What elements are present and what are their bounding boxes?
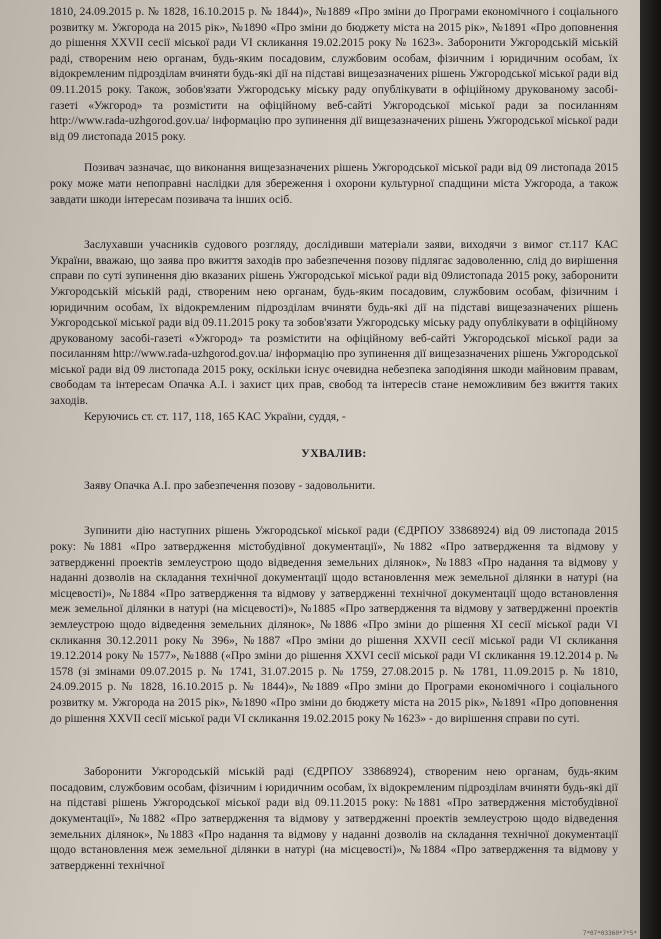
- paragraph-legal-basis: Керуючись ст. ст. 117, 118, 165 КАС України, суддя, -: [84, 409, 346, 423]
- paragraph-plaintiff-statement: Позивач зазначає, що виконання вищезазначених рішень Ужгородської міської ради від 09 листопада 2015 року може мати непоправні наслідки для збереження і охорони культурної спадщини міста Ужгорода, а також завдати шкоди інтересам позивача та інших осіб.: [50, 161, 618, 206]
- ruling-heading: УХВАЛИВ:: [301, 447, 367, 461]
- paragraph-court-reasoning: Заслухавши учасників судового розгляду, дослідивши матеріали заяви, виходячи з вимог ст.117 КАС України, вважаю, що заява про вжиття заходів про забезпечення позову підлягає задоволенню, слід до вирішення справи по суті зупинення дію вказаних рішень Ужгородської міської ради від 09листопада 2015 року, заборонити Ужгородській міській раді, створеним нею органам, будь-яким посадовим, службовим особам, фізичним і юридичним особам, їх відокремленим підрозділам вчиняти будь-які дії на підставі вищезазначених рішень Ужгородської міської ради від 09.11.2015 року та зобов'язати Ужгородську міську раду опублікувати в офіційному друкованому засобі-газеті «Ужгород» та розмістити на офіційному веб-сайті Ужгородської міської ради за посиланням http://www.rada-uzhgorod.gov.ua/ інформацію про зупинення дії вищезазначених рішень Ужгородської міської ради від 09 листопада 2015 року, оскільки існує очевидна небезпека заподіяння шкоди майновим правам, свободам та інтересам Опачка А.І. і захист цих прав, свобод та інтересів стане неможливим без вжиття таких заходів.: [50, 238, 618, 408]
- paragraph-prohibition: Заборонити Ужгородській міській раді (ЄДРПОУ 33868924), створеним нею органам, будь-яким посадовим, службовим особам, фізичним і юридичним особам, їх відокремленим підрозділам вчиняти будь-які дії на підставі рішень Ужгородської міської ради від 09.11.2015 року: №1881 «Про затвердження містобудівної документації», №1882 «Про затвердження та відмову у затвердженні проектів землеустрою щодо відведення земельних ділянок», №1883 «Про надання та відмову у наданні дозволів на складання технічної документації щодо встановлення меж земельної ділянки в натурі (на місцевості)», №1884 «Про затвердження та відмову у затвердженні технічної: [50, 765, 618, 872]
- page-edge-shadow: [640, 0, 661, 939]
- paragraph-suspend-decisions: Зупинити дію наступних рішень Ужгородської міської ради (ЄДРПОУ 33868924) від 09 листопада 2015 року: №1881 «Про затвердження містобудівної документації», №1882 «Про затвердження та відмову у затвердженні проектів землеустрою щодо відведення земельних ділянок», №1883 «Про надання та відмову у наданні дозволів на складання технічної документації щодо встановлення меж земельної ділянки в натурі (на місцевості)», №1884 «Про затвердження та відмову у затвердженні технічної документації щодо встановлення меж земельної ділянки в натурі (на місцевості)», №1885 «Про затвердження та відмову у затвердженні проектів землеустрою щодо відведення земельних ділянок», №1886 «Про зміни до рішення XI сесії міської ради VI скликання 30.12.2011 року № 396», №1887 «Про зміни до рішення XXVII сесії міської ради VI скликання 19.12.2014 року № 1577», №1888 («Про зміни до рішення XXVI сесії міської ради VI скликання 19.12.2014 р. № 1578 (зі змінами 09.07.2015 р. № 1741, 31.07.2015 р. № 1759, 27.08.2015 р. № 1781, 11.09.2015 р. № 1810, 24.09.2015 р. № 1828, 16.10.2015 р. № 1844)», №1889 «Про зміни до Програми економічного і соціального розвитку м. Ужгорода на 2015 рік», №1890 «Про зміни до бюджету міста на 2015 рік», №1891 «Про доповнення до рішення XXVII сесії міської ради VI скликання 19.02.2015 року № 1623» - до вирішення справи по суті.: [50, 524, 618, 725]
- paragraph-continuation: 1810, 24.09.2015 р. № 1828, 16.10.2015 р. № 1844)», №1889 «Про зміни до Програми економічного і соціального розвитку м. Ужгорода на 2015 рік», №1890 «Про зміни до бюджету міста на 2015 рік», №1891 «Про доповнення до рішення XXVII сесії міської ради VI скликання 19.02.2015 року № 1623». Заборонити Ужгородській міській раді, створеним нею органам, будь-яким посадовим, службовим особам, фізичним і юридичним особам, їх відокремленим підрозділам вчиняти будь-які дії на підставі вищезазначених рішень Ужгородської міської ради від 09.11.2015 року. Також, зобов'язати Ужгородську міську раду опублікувати в офіційному друкованому засобі-газеті «Ужгород» та розмістити на офіційному веб-сайті Ужгородської міської ради за посиланням http://www.rada-uzhgorod.gov.ua/ інформацію про зупинення дії вищезазначених рішень Ужгородської міської ради від 09 листопада 2015 року.: [50, 5, 618, 143]
- paragraph-application-granted: Заяву Опачка А.І. про забезпечення позову - задовольнити.: [84, 478, 376, 492]
- footer-code: 7*07*03360*7*5*: [582, 930, 637, 937]
